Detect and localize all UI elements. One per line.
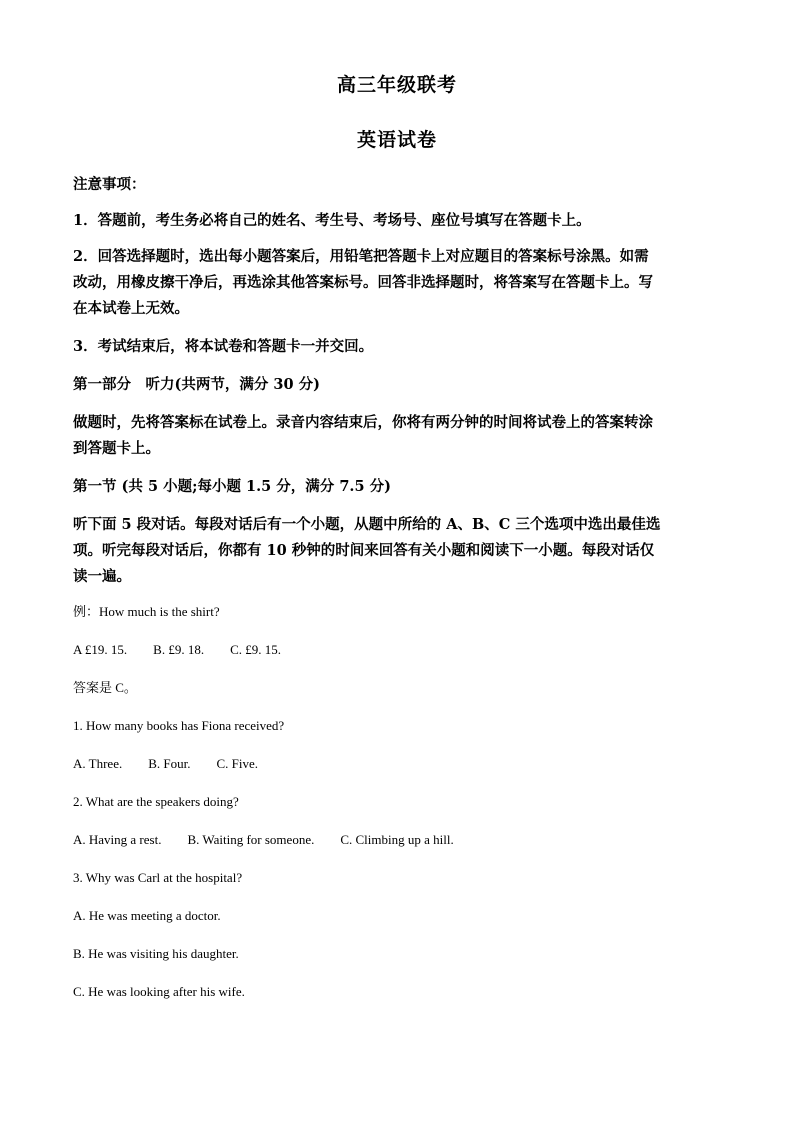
section1-heading: 第一节 (共 5 小题;每小题 1.5 分，满分 7.5 分): [73, 478, 391, 495]
notes-item-2-line-2: 改动，用橡皮擦干净后，再选涂其他答案标号。回答非选择题时，将答案写在答题卡上。写: [73, 274, 653, 291]
example-question: 例：How much is the shirt?: [73, 604, 220, 619]
question-3-option-a: A. He was meeting a doctor.: [73, 908, 221, 923]
example-options: A £19. 15. B. £9. 18. C. £9. 15.: [73, 642, 282, 657]
part1-instructions-line-2: 到答题卡上。: [73, 440, 160, 457]
question-2-options: A. Having a rest. B. Waiting for someone. C. Climbing up a hill.: [73, 832, 454, 847]
question-2-stem: 2. What are the speakers doing?: [73, 794, 239, 809]
question-3-option-c: C. He was looking after his wife.: [73, 984, 245, 999]
notes-item-3: 3．考试结束后，将本试卷和答题卡一并交回。: [73, 338, 374, 355]
question-1-stem: 1. How many books has Fiona received?: [73, 718, 285, 733]
question-3-stem: 3. Why was Carl at the hospital?: [73, 870, 243, 885]
example-answer: 答案是 C。: [73, 680, 137, 695]
section1-instructions-line-3: 读一遍。: [73, 568, 131, 585]
notes-item-1: 1．答题前，考生务必将自己的姓名、考生号、考场号、座位号填写在答题卡上。: [73, 212, 591, 229]
section1-instructions-line-2: 项。听完每段对话后，你都有 10 秒钟的时间来回答有关小题和阅读下一小题。每段对话仅: [73, 542, 655, 559]
section1-instructions-line-1: 听下面 5 段对话。每段对话后有一个小题，从题中所给的 A、B、C 三个选项中选出最佳选: [73, 516, 661, 533]
notes-item-2-line-1: 2．回答选择题时，选出每小题答案后，用铅笔把答题卡上对应题目的答案标号涂黑。如需: [73, 248, 649, 265]
page-title: 高三年级联考: [336, 74, 457, 96]
page-subtitle: 英语试卷: [356, 129, 437, 151]
notes-heading: 注意事项：: [73, 176, 146, 193]
question-1-options: A. Three. B. Four. C. Five.: [73, 756, 259, 771]
part1-instructions-line-1: 做题时，先将答案标在试卷上。录音内容结束后，你将有两分钟的时间将试卷上的答案转涂: [73, 414, 653, 431]
part1-heading: 第一部分 听力(共两节，满分 30 分): [73, 376, 320, 393]
notes-item-2-line-3: 在本试卷上无效。: [73, 300, 189, 317]
question-3-option-b: B. He was visiting his daughter.: [73, 946, 239, 961]
